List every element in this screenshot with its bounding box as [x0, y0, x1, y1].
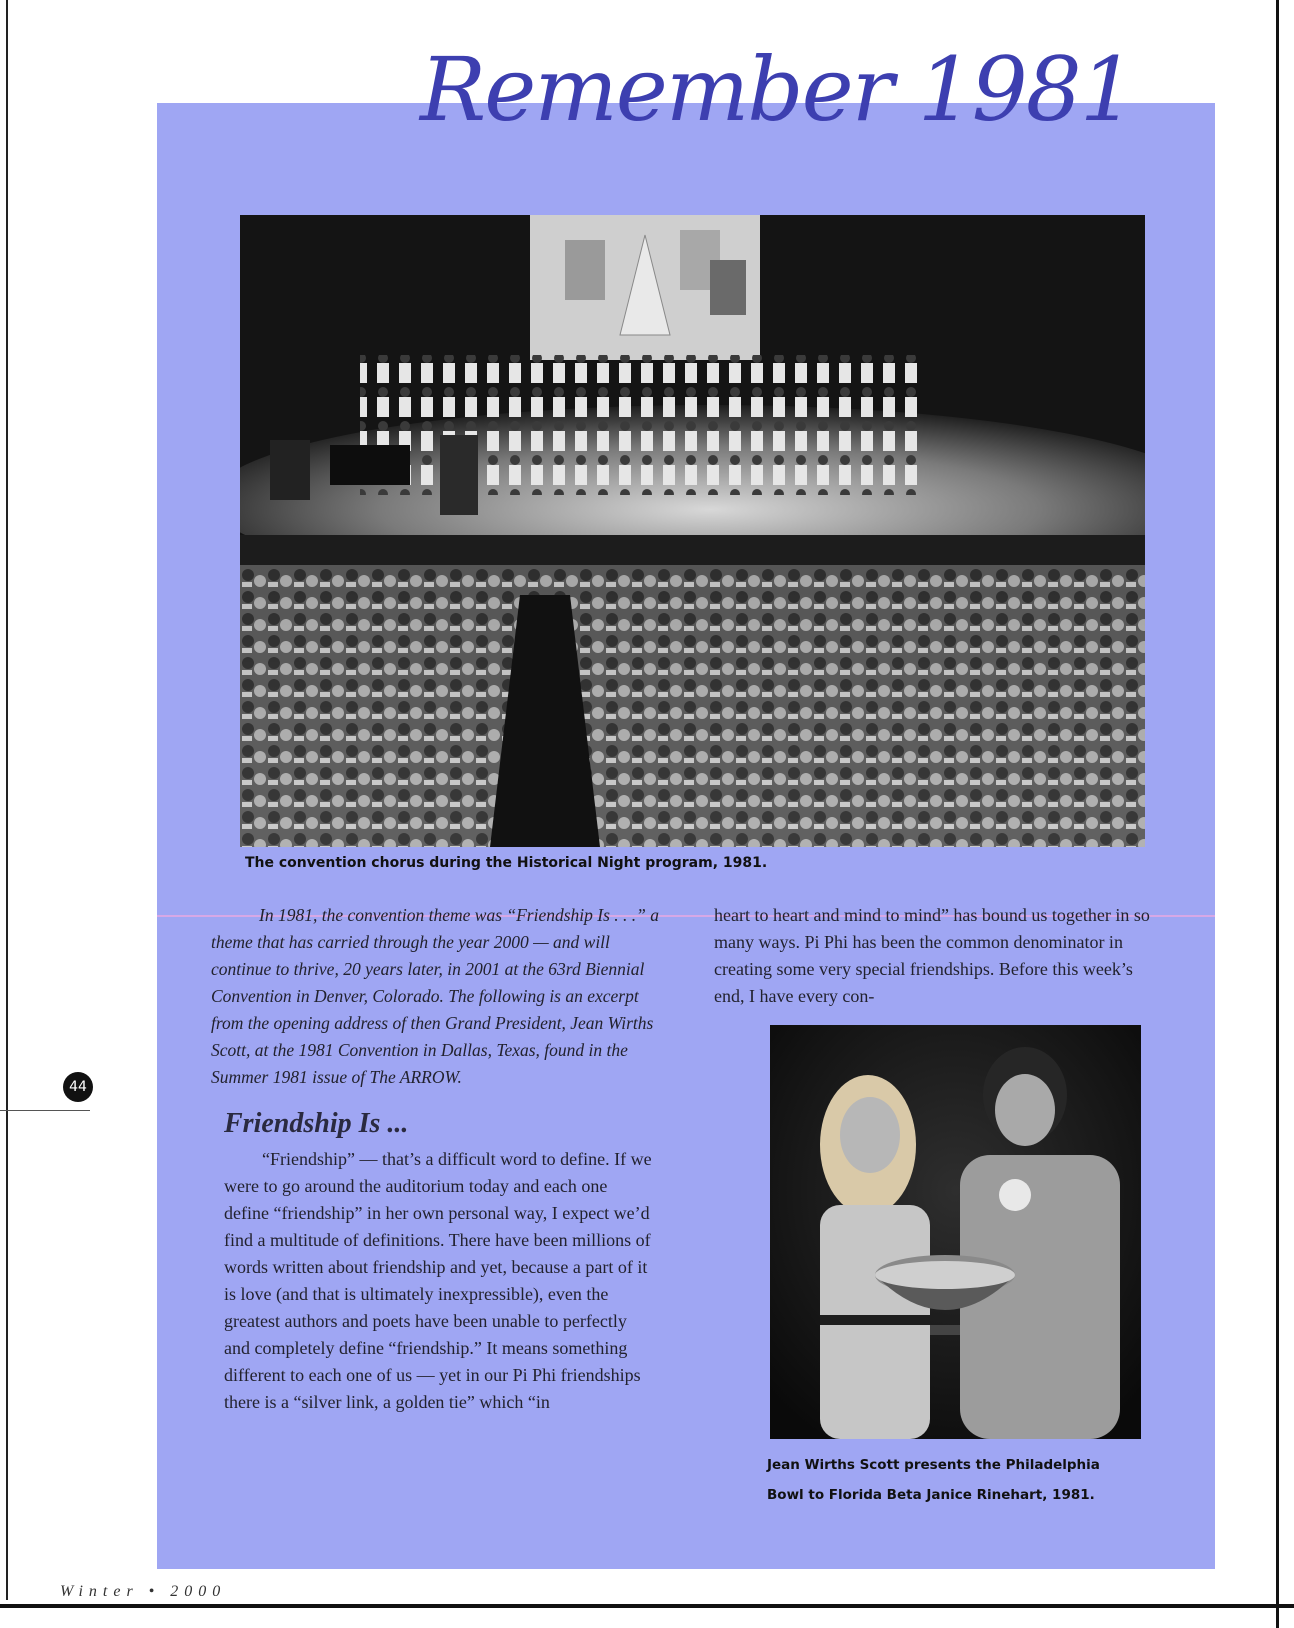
bottom-border-rule: [0, 1604, 1294, 1608]
convention-chorus-photo: [240, 215, 1145, 847]
intro-text: In 1981, the convention theme was “Friendship Is . . .” a theme that has carried through the year 2000 — and will continue to thrive, 20 years later, in 2001 at the 63rd Biennial Convention in Denver, Colorado. The following is an excerpt from the opening address of then Grand President, Jean Wirths Scott, at the 1981 Convention in Dallas, Texas, found in the Summer 1981 issue of The ARROW.: [211, 905, 660, 1087]
page-title: Remember 1981: [420, 38, 1134, 141]
bowl-caption-line-2: Bowl to Florida Beta Janice Rinehart, 1981.: [767, 1487, 1095, 1503]
issue-footer: Winter • 2000: [60, 1583, 227, 1600]
body-continued: heart to heart and mind to mind” has bound us together in so many ways. Pi Phi has been the common denominator in creating some very special friendships. Before this week’s end, I have every con-: [714, 905, 1150, 1006]
philadelphia-bowl-photo: [770, 1025, 1141, 1439]
right-border-rule: [1276, 0, 1279, 1628]
bowl-presentation-illustration: [770, 1025, 1141, 1439]
body-paragraph: “Friendship” — that’s a difficult word to define. If we were to go around the auditorium today and each one define “friendship” in her own personal way, I expect we’d find a multitude of definitions. There have been millions of words written about friendship and yet, because a part of it is love (and that is ultimately inexpressible), even the greatest authors and poets have been unable to perfectly and completely define “friendship.” It means something different to each one of us — yet in our Pi Phi friendships there is a “silver link, a golden tie” which “in: [224, 1149, 652, 1412]
page-number-rule: [0, 1110, 90, 1111]
chorus-photo-caption: The convention chorus during the Historical Night program, 1981.: [245, 855, 768, 871]
convention-chorus-illustration: [240, 215, 1145, 847]
intro-paragraph: [211, 902, 671, 1091]
left-border-rule: [6, 0, 8, 1600]
page-number: 44: [63, 1072, 93, 1102]
left-column-body: [224, 1146, 654, 1416]
right-column-text: [714, 902, 1154, 1010]
bowl-caption-line-1: Jean Wirths Scott presents the Philadelphia: [767, 1457, 1100, 1473]
bowl-photo-caption: [767, 1450, 1147, 1510]
section-heading: Friendship Is ...: [224, 1108, 409, 1139]
